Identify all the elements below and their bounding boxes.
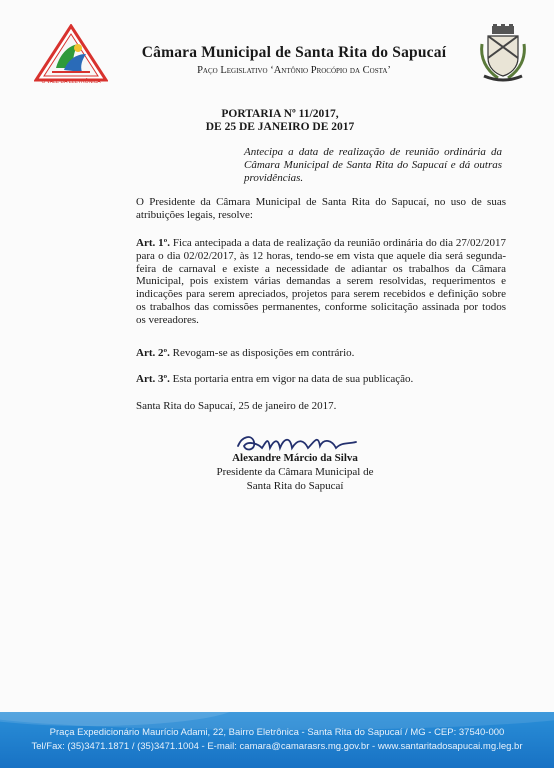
coat-of-arms-icon xyxy=(478,24,528,84)
article-3-label: Art. 3º. xyxy=(136,373,170,385)
article-1 xyxy=(136,237,506,327)
intro-paragraph xyxy=(136,196,506,222)
header-title: Câmara Municipal de Santa Rita do Sapucaí xyxy=(141,44,447,61)
footer-bar xyxy=(0,712,554,768)
article-3 xyxy=(136,373,506,386)
article-1-text: Fica antecipada a data de realização da reunião ordinária do dia 27/02/2017 para o dia 02/02/2017, às 12 horas, tendo-se em vista que aquele dia será segunda-feira de carnaval e existe a necessidade de adiantar os trabalhos da Câmara Municipal, pois existem várias demandas a serem resolvidas, requerimentos e indicações para serem apreciados, projetos para serem recebidos e definição sobre os trabalhos das comissões permanentes, conforme solicitação assinada por todos os vereadores. xyxy=(136,237,506,326)
article-3-text: Esta portaria entra em vigor na data de sua publicação. xyxy=(172,373,414,385)
document-title: PORTARIA Nº 11/2017, xyxy=(221,108,339,120)
municipal-logo-icon xyxy=(34,24,108,86)
footer-address: Praça Expedicionário Maurício Adami, 22, Bairro Eletrônica - Santa Rita do Sapucaí / MG - CEP: 37540-000 xyxy=(49,727,505,738)
header-subtitle: Paço Legislativo ‘Antônio Procópio da Costa’ xyxy=(197,65,391,76)
document-date-title: DE 25 DE JANEIRO DE 2017 xyxy=(205,121,355,133)
article-2-label: Art. 2º. xyxy=(136,347,170,359)
signer-name: Alexandre Márcio da Silva xyxy=(232,452,358,464)
place-date: Santa Rita do Sapucaí, 25 de janeiro de 2017. xyxy=(136,400,337,412)
logo-caption: O VALE DA ELETRÔNICA xyxy=(41,79,101,85)
footer-contact: Tel/Fax: (35)3471.1871 / (35)3471.1004 - E-mail: camara@camarasrs.mg.gov.br - www.santaritadosapucai.mg.leg.br xyxy=(31,741,523,752)
intro-text: O Presidente da Câmara Municipal de Santa Rita do Sapucaí, no uso de suas atribuições legais, resolve: xyxy=(136,196,506,221)
article-1-label: Art. 1º. xyxy=(136,237,170,249)
article-2-text: Revogam-se as disposições em contrário. xyxy=(172,347,355,359)
signer-role-line1: Presidente da Câmara Municipal de xyxy=(216,466,374,478)
signer-role-line2: Santa Rita do Sapucaí xyxy=(246,480,344,492)
document-summary: Antecipa a data de realização de reunião ordinária da Câmara Municipal de Santa Rita do Sapucaí e dá outras providências. xyxy=(244,146,502,185)
article-2 xyxy=(136,347,506,360)
